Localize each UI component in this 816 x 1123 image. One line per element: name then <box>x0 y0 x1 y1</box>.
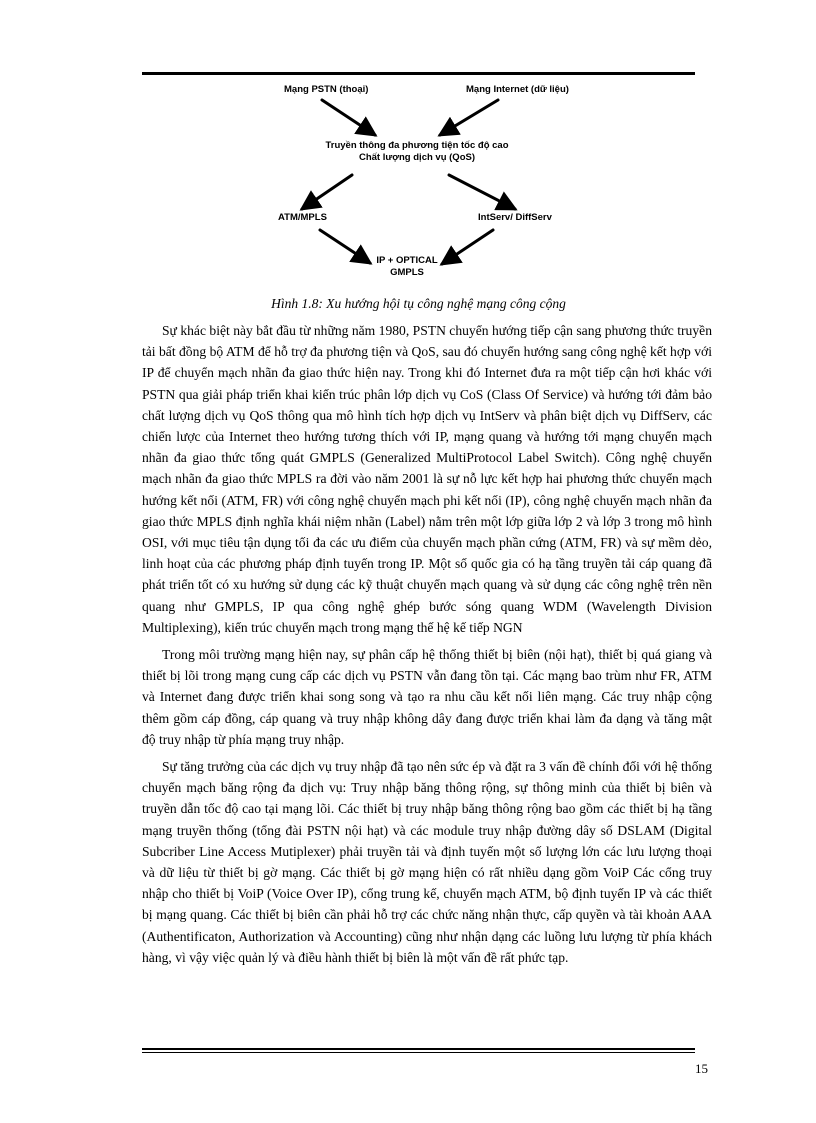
footer-rule-thick <box>142 1048 695 1050</box>
header-rule <box>142 72 695 75</box>
node-center-line2: Chất lượng dịch vụ (QoS) <box>358 152 476 163</box>
arrow-center-to-intserv <box>449 175 515 209</box>
arrow-internet-to-center <box>440 100 498 135</box>
node-bottom-line2: GMPLS <box>390 267 424 278</box>
node-internet: Mạng Internet (dữ liệu) <box>466 84 569 95</box>
node-center <box>282 140 552 164</box>
node-intserv-diffserv: IntServ/ DiffServ <box>478 212 552 223</box>
node-atm-mpls: ATM/MPLS <box>278 212 327 223</box>
paragraph: Trong môi trường mạng hiện nay, sự phân cấp hệ thống thiết bị biên (nội hạt), thiết bị quá giang và thiết bị lõi trong mạng cung cấp các dịch vụ PSTN vẫn đang tồn tại. Các mạng bao trùm như FR, ATM và Internet đang được triển khai song song và tạo ra nhu cầu kết nối liên mạng. Các truy nhập cộng thêm gồm cáp đồng, cáp quang và truy nhập không dây đang được triển khai làm đa dạng và tăng mật độ truy nhập từ phía mạng truy nhập. <box>142 647 712 747</box>
convergence-diagram <box>142 78 695 293</box>
paragraph: Sự khác biệt này bắt đầu từ những năm 1980, PSTN chuyển hướng tiếp cận sang phương thức truyền tải bất đồng bộ ATM để hỗ trợ đa phương tiện và QoS, sau đó chuyển hướng sang công nghệ kết hợp với IP để chuyển mạch nhãn đa giao thức hiện nay. Trong khi đó Internet đưa ra một tiếp cận hơi khác với PSTN qua giải pháp triển khai kiến trúc phân lớp dịch vụ CoS (Class Of Service) và hướng tới đảm bảo chất lượng dịch vụ QoS thông qua mô hình tích hợp dịch vụ IntServ và phân biệt dịch vụ DiffServ, các chiến lược của Internet theo hướng tương thích với IP, mạng quang và hướng tới mạng chuyển mạch nhãn đa giao thức tổng quát GMPLS (Generalized MultiProtocol Label Switch). Công nghệ chuyển mạch nhãn đa giao thức MPLS ra đời vào năm 2001 là sự nỗ lực kết hợp hai phương thức chuyển mạch hướng kết nối (ATM, FR) với công nghệ chuyển mạch phi kết nối (IP), công nghệ chuyển mạch nhãn đa giao thức MPLS định nghĩa khái niệm nhãn (Label) nằm trên một lớp giữa lớp 2 và lớp 3 trong mô hình OSI, với mục tiêu tận dụng tối đa các ưu điểm của chuyển mạch phần cứng (ATM, FR) và sự mềm dẻo, linh hoạt của các phương pháp định tuyến trong IP. Một số quốc gia có hạ tầng truyền tải cáp quang đã phát triển tốt có xu hướng sử dụng các kỹ thuật chuyển mạch quang và sử dụng các công nghệ trên nền quang như GMPLS, IP qua công nghệ ghép bước sóng quang WDM (Wavelength Division Multiplexing), kiến trúc chuyển mạch trong mạng thế hệ kế tiếp NGN <box>142 323 712 635</box>
body-text <box>142 320 712 974</box>
arrow-center-to-atm <box>302 175 352 209</box>
footer-rule-thin <box>142 1052 695 1053</box>
paragraph: Sự tăng trưởng của các dịch vụ truy nhập đã tạo nên sức ép và đặt ra 3 vấn đề chính đối với hệ thống chuyển mạch băng rộng đa dịch vụ: Truy nhập băng thông rộng, sự thông minh của thiết bị biên và truyền dẫn tốc độ cao tại mạng lõi. Các thiết bị truy nhập băng thông rộng bao gồm các thiết bị hạ tầng mạng truyền thống (tổng đài PSTN nội hạt) và các module truy nhập đường dây số DSLAM (Digital Subcriber Line Access Mutiplexer) phải truyền tải và định tuyến một số lượng lớn các lưu lượng thoại và dữ liệu từ thiết bị gờ mạng. Các thiết bị gờ mạng hiện có rất nhiều dạng gồm VoiP Các cổng truy nhập cho thiết bị VoiP (Voice Over IP), cổng trung kế, chuyển mạch ATM, bộ định tuyến IP và các thiết bị mạng quang. Các thiết bị biên cần phải hỗ trợ các chức năng nhận thực, cấp quyền và tài khoản AAA (Authentificaton, Authorization và Accounting) cũng như nhận dạng các luồng lưu lượng từ phía khách hàng, vì vậy việc quản lý và điều hành thiết bị biên là một vấn đề rất phức tạp. <box>142 759 712 965</box>
page-number: 15 <box>695 1061 708 1076</box>
node-center-line1: Truyền thông đa phương tiện tốc độ cao <box>325 140 509 151</box>
node-pstn: Mạng PSTN (thoại) <box>284 84 369 95</box>
figure-caption: Hình 1.8: Xu hướng hội tụ công nghệ mạng công cộng <box>271 296 566 311</box>
node-bottom-line1: IP + OPTICAL <box>376 255 438 266</box>
node-bottom <box>362 255 452 279</box>
arrow-pstn-to-center <box>322 100 375 135</box>
